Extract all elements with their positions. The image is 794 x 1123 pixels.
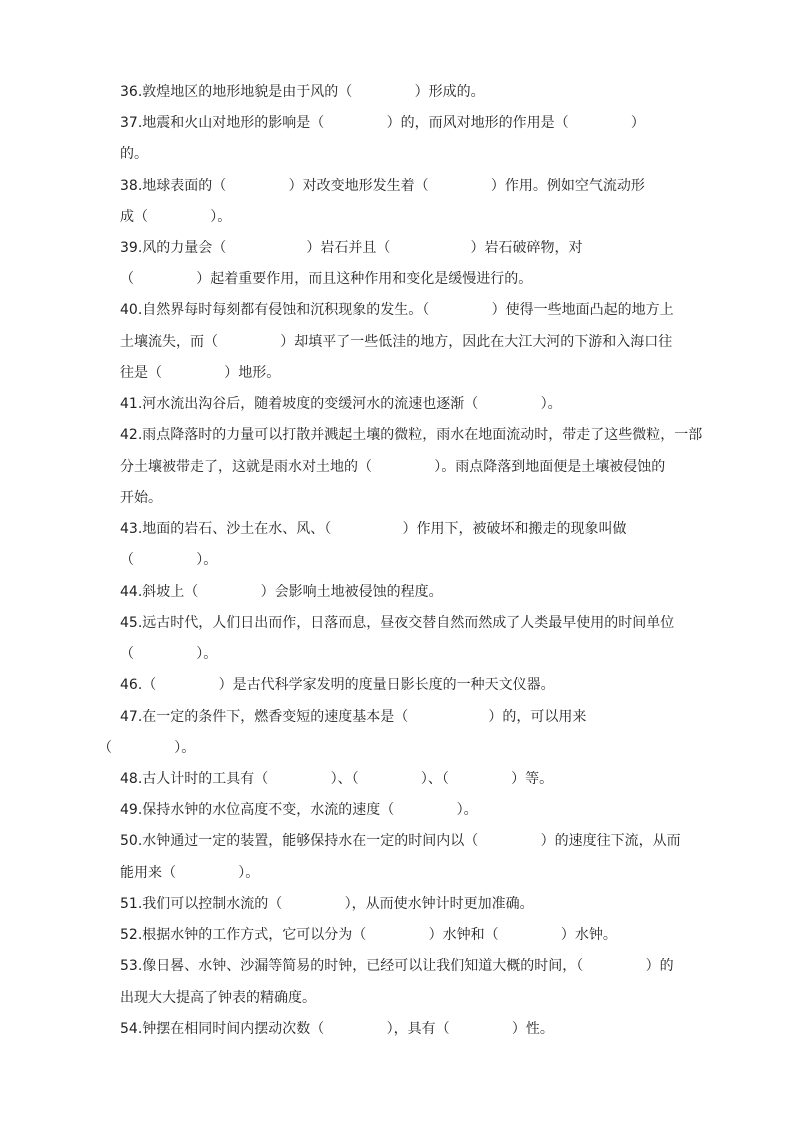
question-46: 46.（ ）是古代科学家发明的度量日影长度的一种天文仪器。 (120, 677, 555, 693)
question-52: 52.根据水钟的工作方式，它可以分为（ ）水钟和（ ）水钟。 (120, 927, 617, 943)
question-53: 53.像日晷、水钟、沙漏等简易的时钟，已经可以让我们知道大概的时间，（ ）的 (120, 958, 674, 974)
question-37-cont: 的。 (120, 146, 148, 162)
question-49: 49.保持水钟的水位高度不变，水流的速度（ ）。 (120, 802, 478, 818)
question-50: 50.水钟通过一定的装置，能够保持水在一定的时间内以（ ）的速度往下流，从而 (120, 833, 681, 849)
question-40-cont-1: 土壤流失，而（ ）却填平了一些低洼的地方，因此在大江大河的下游和入海口往 (120, 334, 673, 350)
question-50-cont: 能用来（ ）。 (120, 865, 260, 881)
question-43: 43.地面的岩石、沙土在水、风、（ ）作用下，被破坏和搬走的现象叫做 (120, 521, 627, 537)
question-53-cont: 出现大大提高了钟表的精确度。 (120, 990, 316, 1006)
question-42: 42.雨点降落时的力量可以打散并溅起土壤的微粒，雨水在地面流动时，带走了这些微粒，一部 (120, 427, 703, 443)
question-37: 37.地震和火山对地形的影响是（ ）的，而风对地形的作用是（ ） (120, 115, 645, 131)
question-43-cont: （ ）。 (120, 552, 218, 568)
question-39: 39.风的力量会（ ）岩石并且（ ）岩石破碎物，对 (120, 240, 583, 256)
question-38: 38.地球表面的（ ）对改变地形发生着（ ）作用。例如空气流动形 (120, 178, 645, 194)
question-41: 41.河水流出沟谷后，随着坡度的变缓河水的流速也逐渐（ ）。 (120, 396, 562, 412)
question-48: 48.古人计时的工具有（ ）、（ ）、（ ）等。 (120, 771, 554, 787)
question-51: 51.我们可以控制水流的（ ），从而使水钟计时更加准确。 (120, 896, 534, 912)
question-42-cont-1: 分土壤被带走了，这就是雨水对土地的（ ）。雨点降落到地面便是土壤被侵蚀的 (120, 459, 666, 475)
question-45: 45.远古时代，人们日出而作，日落而息，昼夜交替自然而然成了人类最早使用的时间单位 (120, 615, 675, 631)
question-36: 36.敦煌地区的地形地貌是由于风的（ ）形成的。 (120, 84, 485, 100)
question-40-cont-2: 往是（ ）地形。 (120, 365, 281, 381)
question-47: 47.在一定的条件下，燃香变短的速度基本是（ ）的，可以用来 (120, 709, 587, 725)
question-42-cont-2: 开始。 (120, 490, 162, 506)
question-54: 54.钟摆在相同时间内摆动次数（ ），具有（ ）性。 (120, 1021, 554, 1037)
question-45-cont: （ ）。 (120, 646, 218, 662)
question-39-cont: （ ）起着重要作用，而且这种作用和变化是缓慢进行的。 (120, 271, 533, 287)
question-47-cont: （ ）。 (98, 740, 196, 756)
question-44: 44.斜坡上（ ）会影响土地被侵蚀的程度。 (120, 584, 443, 600)
question-40: 40.自然界每时每刻都有侵蚀和沉积现象的发生。（ ）使得一些地面凸起的地方上 (120, 302, 674, 318)
question-38-cont: 成（ ）。 (120, 209, 232, 225)
